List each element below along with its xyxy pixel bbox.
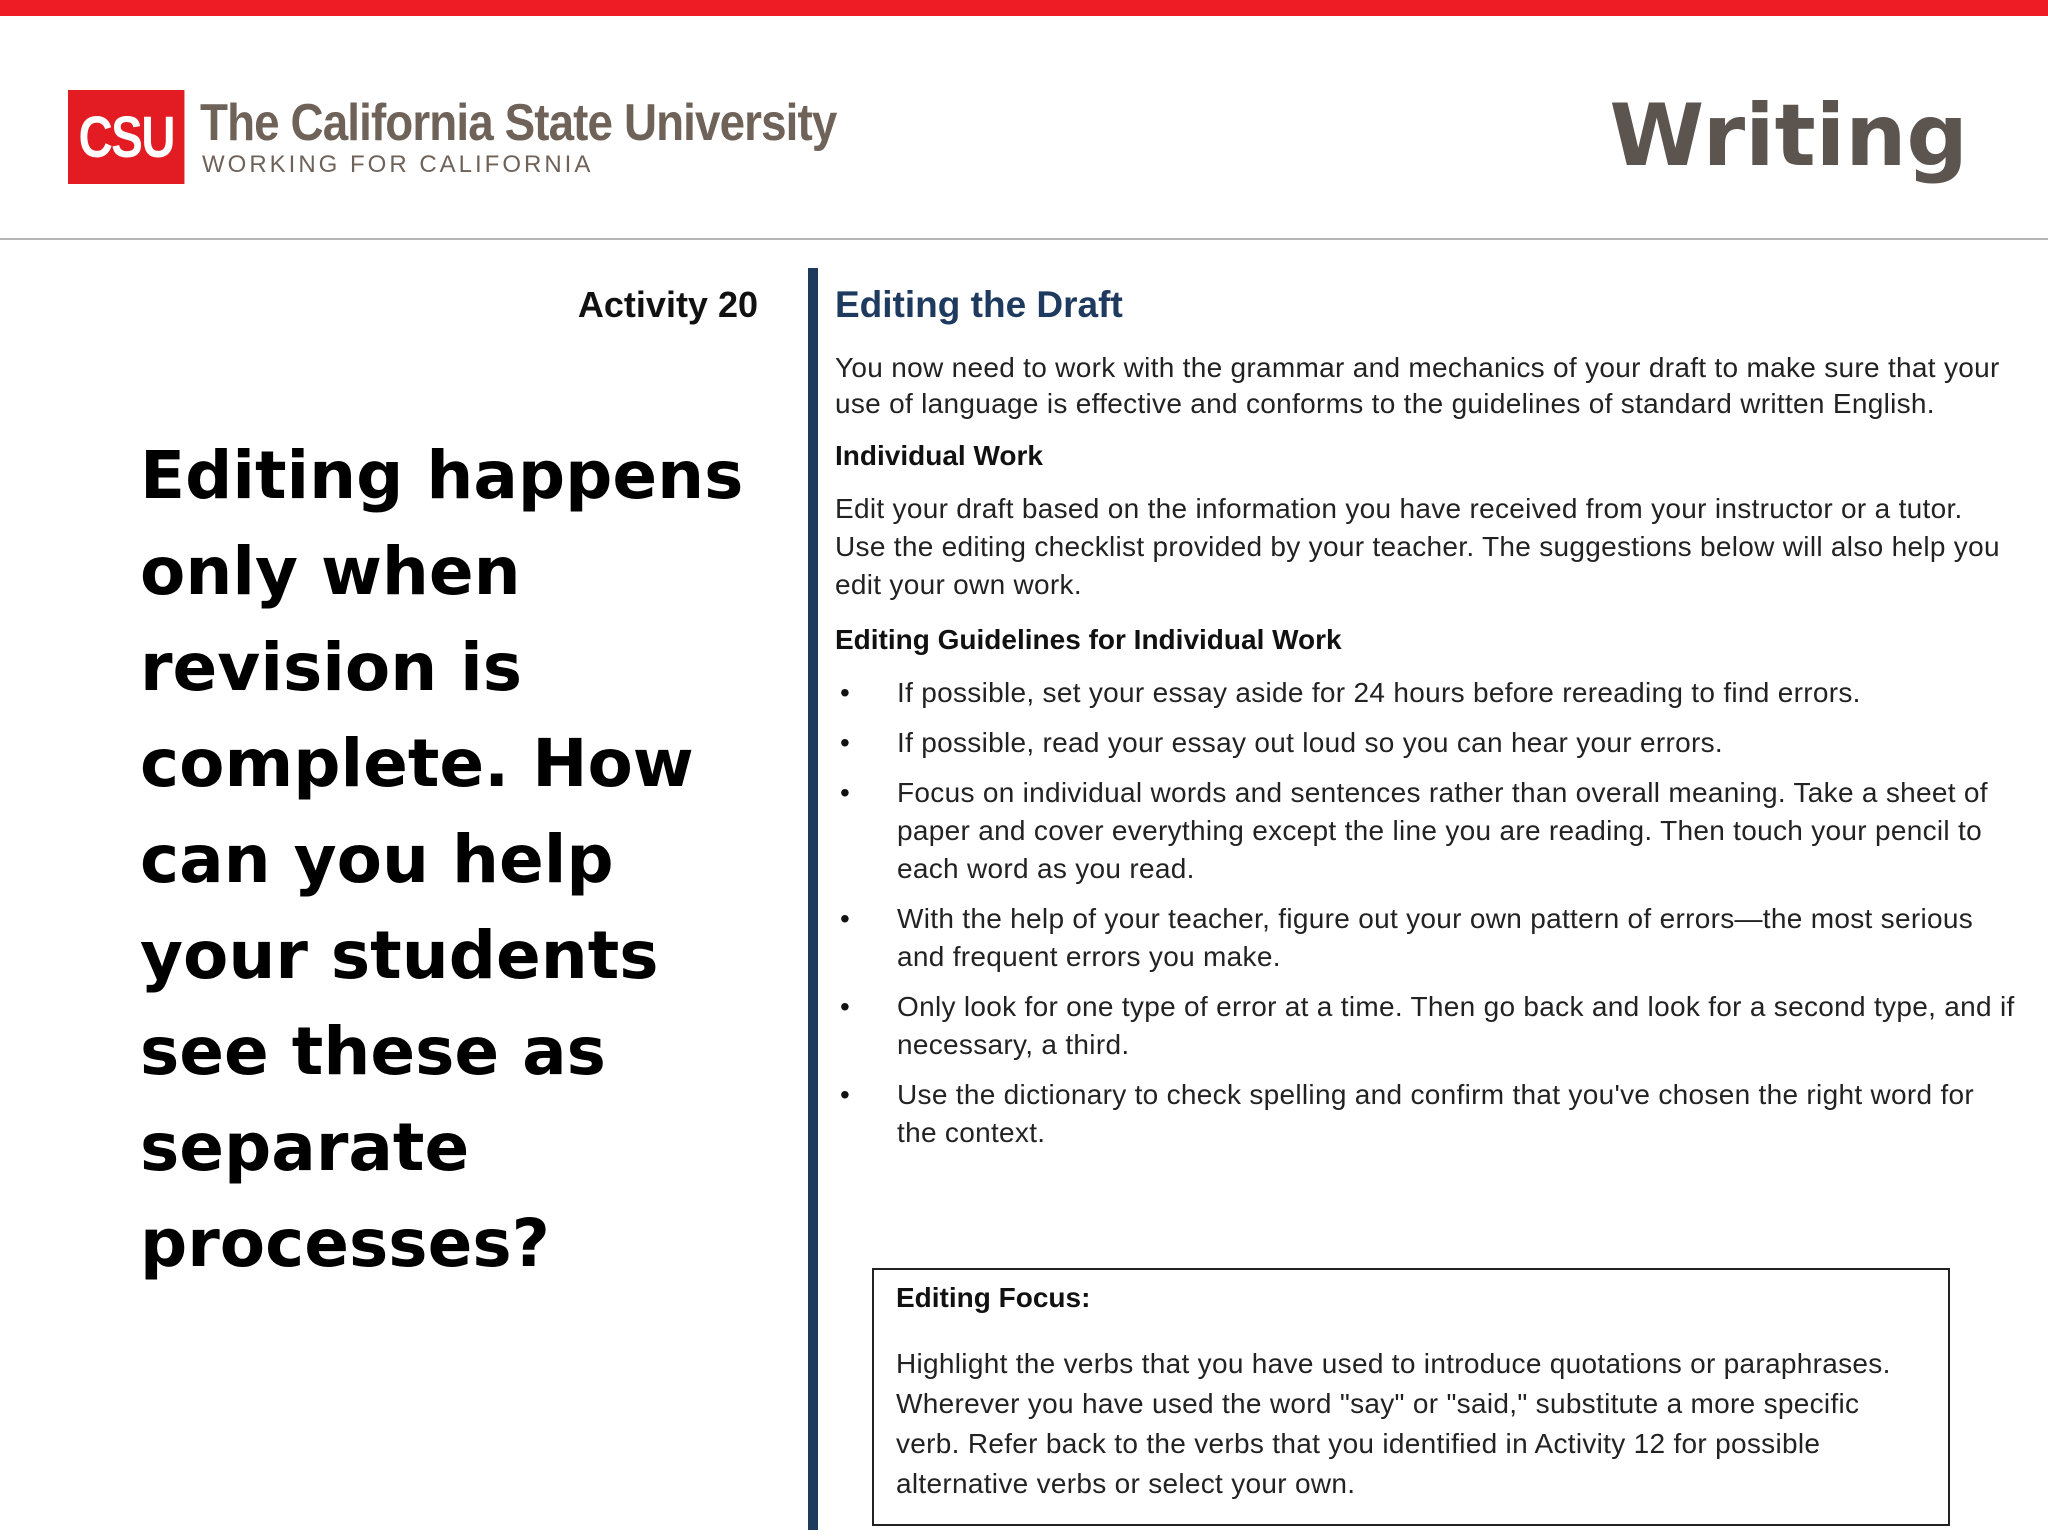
document-intro: You now need to work with the grammar and mechanics of your draft to make sure that your use of language is effective and conforms to the guidelines of standard written English. [835, 352, 2000, 419]
individual-work-heading: Individual Work [835, 440, 1043, 471]
guidelines-list [835, 674, 2015, 1152]
guideline-text: With the help of your teacher, figure out your own pattern of errors—the most serious and frequent errors you make. [897, 903, 1974, 972]
slide-title: Writing [1609, 86, 1968, 186]
top-accent-bar [0, 0, 2048, 16]
individual-work-text: Edit your draft based on the information you have received from your instructor or a tutor. Use the editing checklist provided by your teacher. The suggestions below will also help you edit your own work. [835, 493, 2000, 600]
guideline-item [835, 674, 2015, 712]
bullet-icon: • [839, 903, 851, 934]
bullet-icon: • [839, 727, 851, 758]
guideline-text: Use the dictionary to check spelling and confirm that you've chosen the right word for the context. [897, 1079, 1975, 1148]
guideline-item [835, 774, 2015, 888]
university-tagline: WORKING FOR CALIFORNIA [202, 151, 594, 178]
bullet-icon: • [839, 777, 851, 808]
guidelines-heading: Editing Guidelines for Individual Work [835, 624, 1342, 655]
csu-logo-text [200, 95, 923, 179]
guideline-item [835, 900, 2015, 976]
editing-focus-box [872, 1268, 1950, 1526]
guideline-item [835, 988, 2015, 1064]
guideline-text: If possible, read your essay out loud so you can hear your errors. [897, 727, 1724, 758]
guideline-text: If possible, set your essay aside for 24 hours before rereading to find errors. [897, 677, 1861, 708]
csu-logo [68, 90, 923, 184]
editing-focus-text: Highlight the verbs that you have used to introduce quotations or paraphrases. Wherever you have used the word "say" or "said," substitute a more specific verb. Refer back to the verbs that you identified in Activity 12 for possible alternative verbs or select your own. [896, 1348, 1891, 1499]
header-divider [0, 238, 2048, 240]
activity-label: Activity 20 [577, 284, 758, 325]
guideline-item [835, 724, 2015, 762]
discussion-question: Editing happens only when revision is complete. How can you help your students see these as separate processes? [140, 437, 744, 1282]
csu-logo-mark: CSU [68, 90, 184, 184]
editing-focus-title: Editing Focus: [896, 1282, 1091, 1313]
document-heading: Editing the Draft [835, 284, 1123, 325]
guideline-text: Only look for one type of error at a time. Then go back and look for a second type, and if necessary, a third. [897, 991, 2015, 1060]
bullet-icon: • [839, 991, 851, 1022]
guideline-item [835, 1076, 2015, 1152]
guideline-text: Focus on individual words and sentences rather than overall meaning. Take a sheet of paper and cover everything except the line you are reading. Then touch your pencil to each word as you read. [897, 777, 1988, 884]
document-excerpt [835, 282, 2015, 1164]
vertical-divider [808, 268, 818, 1530]
bullet-icon: • [839, 1079, 851, 1110]
university-name: The California State University [200, 94, 837, 152]
bullet-icon: • [839, 677, 851, 708]
